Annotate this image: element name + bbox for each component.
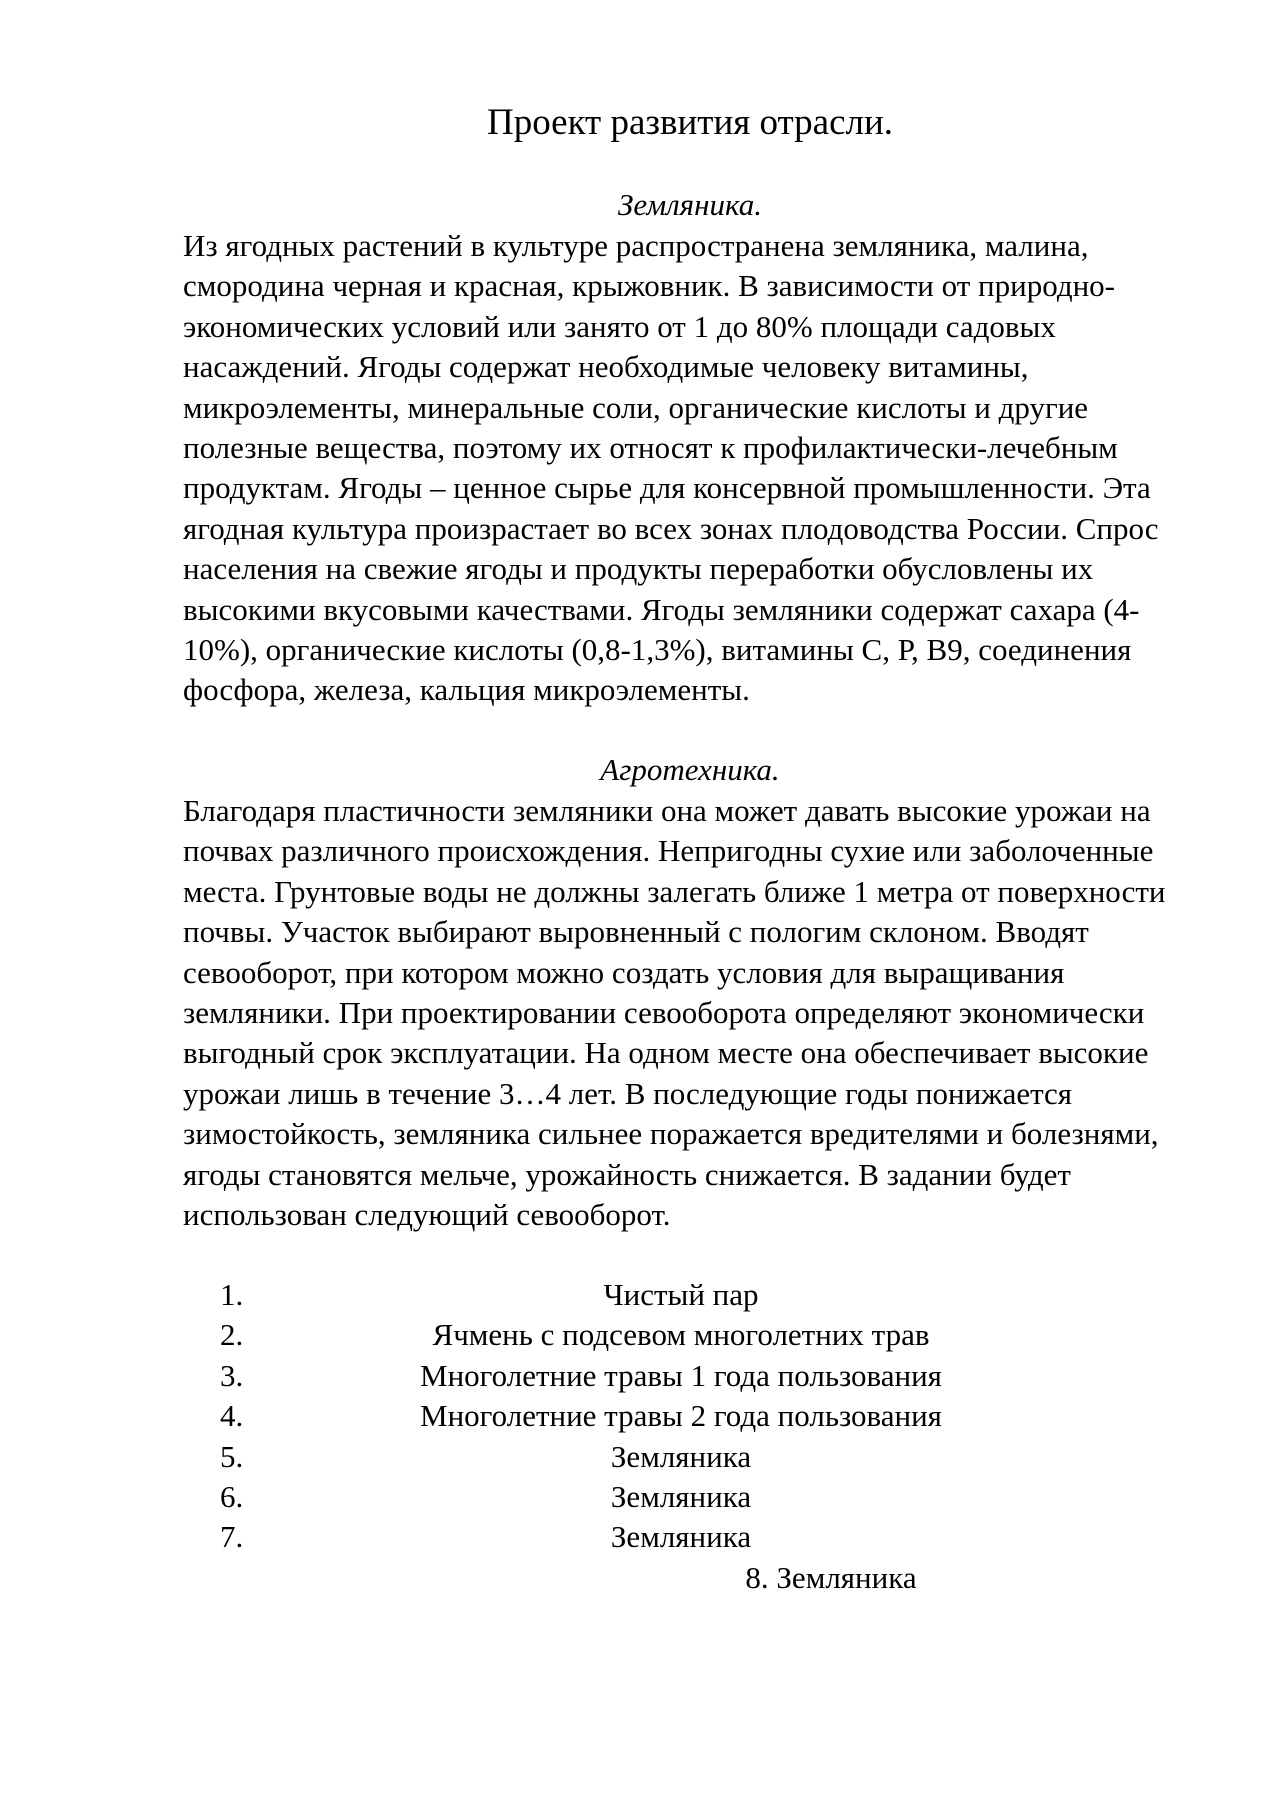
crop-rotation-number: 7. [220,1519,244,1555]
section-heading-strawberry: Земляника. [618,187,762,222]
crop-rotation-name: Чистый пар [603,1277,759,1312]
crop-rotation-number: 1. [220,1277,244,1312]
crop-rotation-item [183,1437,1203,1477]
crop-rotation-name: Земляника [610,1478,752,1514]
section-heading-agrotechnics: Агротехника. [600,752,780,787]
section-paragraph-strawberry: Из ягодных растений в культуре распространена земляника, малина, смородина черная и красная, крыжовник. В зависимости от природно-экономических условий или занято от 1 до 80% площади садовых насаждений. Ягоды содержат необходимые человеку витамины, микроэлементы, минеральные соли, органические кислоты и другие полезные вещества, поэтому их относят к профилактически-лечебным продуктам. Ягоды – ценное сырье для консервной промышленности. Эта ягодная культура произрастает во всех зонах плодоводства России. Спрос населения на свежие ягоды и продукты переработки обусловлены их высокими вкусовыми качествами. Ягоды земляники содержат сахара (4-10%), органические кислоты (0,8-1,3%), витамины С, Р, В9, соединения фосфора, железа, кальция микроэлементы. [183,228,1159,708]
document-title: Проект развития отрасли. [486,102,894,143]
crop-rotation-name: Ячмень с подсевом многолетних трав [432,1317,930,1353]
crop-rotation-number: 2. [220,1317,244,1353]
crop-rotation-name: Многолетние травы 1 года пользования [420,1357,942,1393]
crop-rotation-list [183,1275,1203,1558]
crop-rotation-number: 6. [220,1478,244,1514]
crop-rotation-name: Многолетние травы 2 года пользования [420,1398,942,1434]
crop-rotation-number: 3. [220,1357,244,1393]
crop-rotation-item [183,1356,1203,1396]
crop-rotation-name: Земляника [610,1519,752,1555]
crop-rotation-item [183,1517,1203,1557]
crop-rotation-item [183,1477,1203,1517]
crop-rotation-item [183,1275,1203,1315]
crop-rotation-item [183,1315,1203,1355]
crop-rotation-number: 5. [220,1438,244,1474]
crop-rotation-number: 4. [220,1398,244,1434]
crop-rotation-item [183,1396,1203,1436]
section-paragraph-agrotechnics: Благодаря пластичности земляники она может давать высокие урожаи на почвах различного происхождения. Непригодны сухие или заболоченные места. Грунтовые воды не должны залегать ближе 1 метра от поверхности почвы. Участок выбирают выровненный с пологим склоном. Вводят севооборот, при котором можно создать условия для выращивания земляники. При проектировании севооборота определяют экономически выгодный срок эксплуатации. На одном месте она обеспечивает высокие урожаи лишь в течение 3…4 лет. В последующие годы понижается зимостойкость, земляника сильнее поражается вредителями и болезнями, ягоды становятся мельче, урожайность снижается. В задании будет использован следующий севооборот. [183,793,1166,1233]
crop-rotation-name: Земляника [610,1438,752,1474]
crop-rotation-last-text: 8. Земляника [745,1560,917,1595]
